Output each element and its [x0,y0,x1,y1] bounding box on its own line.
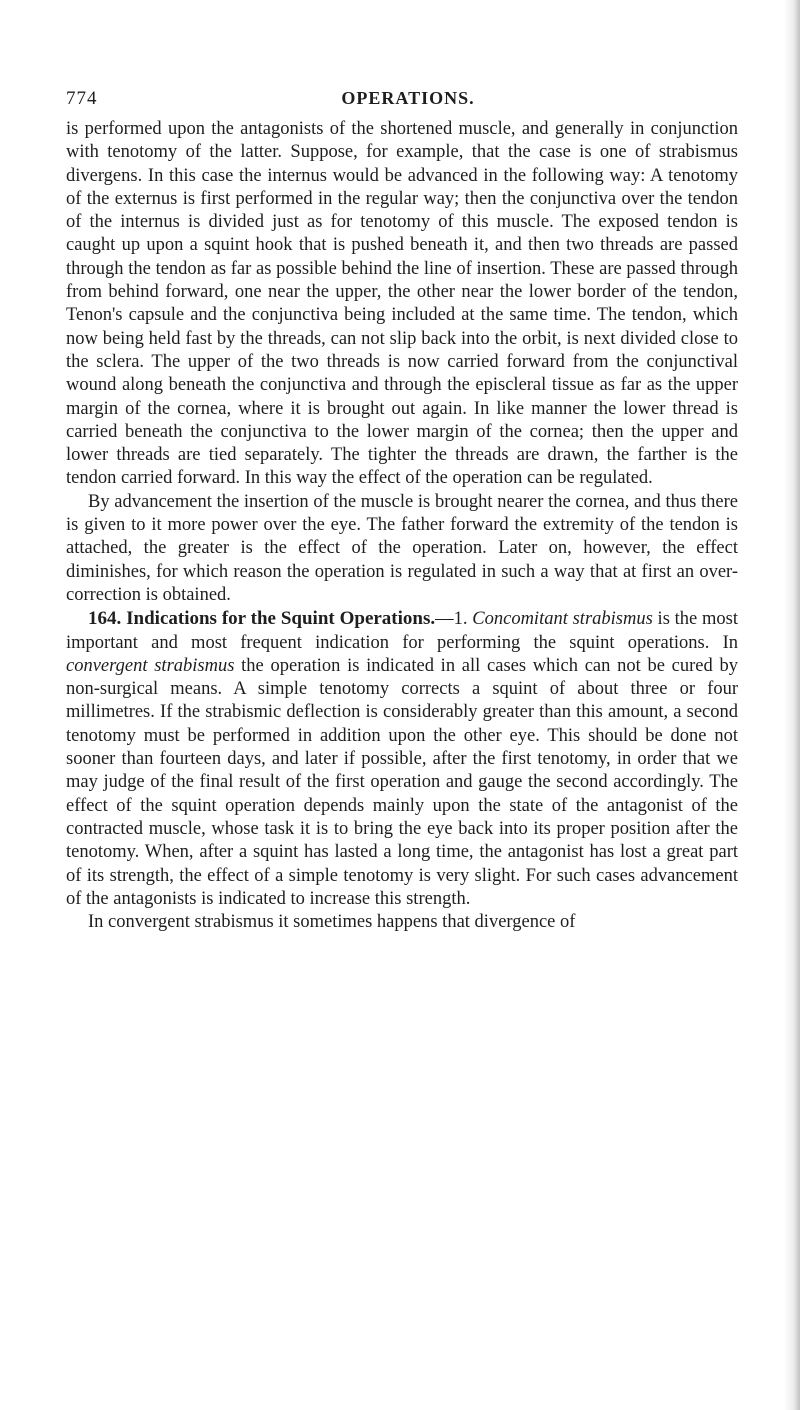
paragraph-2: By advancement the insertion of the muscle is brought nearer the cornea, and thus there is given to it more power over the eye. The father forward the extremity of the tendon is attached, the greater is the effect of the operation. Later on, however, the effect diminishes, for which reason the operation is regulated in such a way that at first an over-correction is obtained. [66,491,738,605]
paragraph-1: is performed upon the antagonists of the shortened muscle, and generally in conjunction with tenotomy of the latter. Suppose, for example, that the case is one of strabismus divergens. In this case the internus would be advanced in the following way: A tenotomy of the externus is first performed in the regular way; then the conjunctiva over the tendon of the internus is divided just as for tenotomy of this muscle. The exposed tendon is caught up upon a squint hook that is pushed beneath it, and then two threads are passed through the tendon as far as possible behind the line of insertion. These are passed through from behind forward, one near the upper, the other near the lower border of the tendon, Tenon's capsule and the conjunctiva being included at the same time. The tendon, which now being held fast by the threads, can not slip back into the orbit, is next divided close to the sclera. The upper of the two threads is now carried forward from the conjunctival wound along beneath the conjunctiva and through the episcleral tissue as far as the upper margin of the cornea, where it is brought out again. In like manner the lower thread is carried beneath the conjunctiva to the lower margin of the cornea; then the upper and lower threads are tied separately. The tighter the threads are drawn, the farther is the tendon carried forward. In this way the effect of the operation can be regulated. [66,119,738,489]
section-heading: 164. Indications for the Squint Operations. [88,608,436,630]
paragraph-3-text-2: the operation is indicated in all cases which can not be cured by non-surgical means. A simple tenotomy corrects a squint of about three or four millimetres. If the strabismic deflection is considerably greater than this amount, a second tenotomy must be performed in addition upon the other eye. This should be done not sooner than fourteen days, and later if possible, after the first tenotomy, in order that we may judge of the final result of the first operation and gauge the second accordingly. The effect of the squint operation depends mainly upon the state of the antagonist of the contracted muscle, whose task it is to bring the eye back into its proper position after the tenotomy. When, after a squint has lasted a long time, the antagonist has lost a great part of its strength, the effect of a simple tenotomy is very slight. For such cases advancement of the antagonists is indicated to increase this strength. [66,655,738,909]
paragraph-3 [66,607,738,911]
paragraph-4: In convergent strabismus it sometimes happens that divergence of [88,912,576,933]
term-concomitant-strabismus: Concomitant strabismus [472,609,653,630]
section-lead: —1. [435,609,473,630]
page-number: 774 [66,88,98,109]
paragraph-3-text-1: is the most important and most frequent indication for performing the squint operations. In [66,609,738,653]
running-head [66,88,738,114]
body-text [66,118,738,934]
running-title: OPERATIONS. [341,88,475,108]
page-edge-shadow [784,0,800,1410]
term-convergent-strabismus: convergent strabismus [66,655,235,676]
